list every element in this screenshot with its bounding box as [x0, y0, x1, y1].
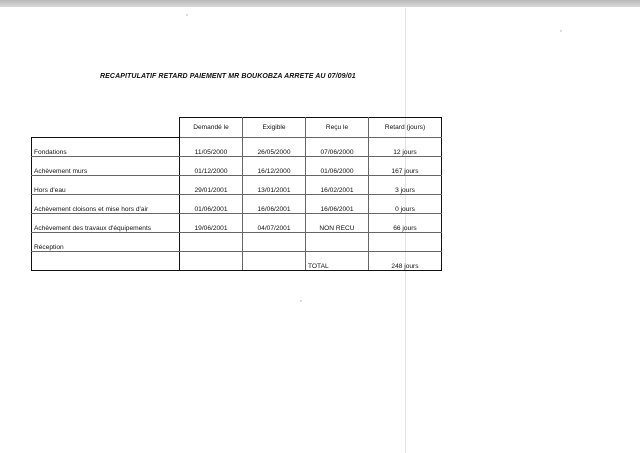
cell-demande: 11/05/2000 [180, 138, 243, 157]
header-demande: Demandé le [180, 118, 243, 138]
header-exigible: Exigible [243, 118, 306, 138]
cell-retard: 66 jours [369, 214, 442, 233]
total-row-empty [243, 252, 306, 271]
table-row [32, 157, 442, 176]
row-label: Réception [32, 233, 180, 252]
cell-exigible: 26/05/2000 [243, 138, 306, 157]
cell-exigible [243, 233, 306, 252]
document-title: RECAPITULATIF RETARD PAIEMENT MR BOUKOBZA ARRETE AU 07/09/01 [100, 73, 356, 80]
cell-recu: NON RECU [306, 214, 369, 233]
row-label: Fondations [32, 138, 180, 157]
row-label: Hors d'eau [32, 176, 180, 195]
scan-speck [186, 14, 188, 16]
cell-demande: 01/12/2000 [180, 157, 243, 176]
cell-recu: 07/06/2000 [306, 138, 369, 157]
cell-demande: 19/06/2001 [180, 214, 243, 233]
cell-retard: 12 jours [369, 138, 442, 157]
cell-demande: 29/01/2001 [180, 176, 243, 195]
table-row [32, 195, 442, 214]
cell-recu [306, 233, 369, 252]
cell-recu: 01/06/2000 [306, 157, 369, 176]
cell-exigible: 13/01/2001 [243, 176, 306, 195]
cell-retard: 167 jours [369, 157, 442, 176]
total-label: TOTAL [306, 252, 369, 271]
cell-demande: 01/06/2001 [180, 195, 243, 214]
table-header-row [32, 118, 442, 138]
cell-recu: 16/06/2001 [306, 195, 369, 214]
scan-speck [560, 30, 562, 32]
total-value: 248 jours [369, 252, 442, 271]
scan-speck [300, 300, 302, 302]
table-total-row [32, 252, 442, 271]
cell-exigible: 04/07/2001 [243, 214, 306, 233]
cell-retard: 3 jours [369, 176, 442, 195]
header-recu: Reçu le [306, 118, 369, 138]
cell-recu: 16/02/2001 [306, 176, 369, 195]
cell-retard: 0 jours [369, 195, 442, 214]
table-row [32, 233, 442, 252]
total-row-label [32, 252, 180, 271]
cell-exigible: 16/12/2000 [243, 157, 306, 176]
total-row-empty [180, 252, 243, 271]
header-corner [32, 118, 180, 138]
recap-table [31, 117, 442, 271]
table-row [32, 138, 442, 157]
cell-retard [369, 233, 442, 252]
row-label: Achèvement murs [32, 157, 180, 176]
table-row [32, 176, 442, 195]
row-label: Achèvement cloisons et mise hors d'air [32, 195, 180, 214]
scan-top-edge [0, 0, 640, 7]
row-label: Achèvement des travaux d'équipements [32, 214, 180, 233]
cell-exigible: 16/06/2001 [243, 195, 306, 214]
cell-demande [180, 233, 243, 252]
table-row [32, 214, 442, 233]
header-retard: Retard (jours) [369, 118, 442, 138]
